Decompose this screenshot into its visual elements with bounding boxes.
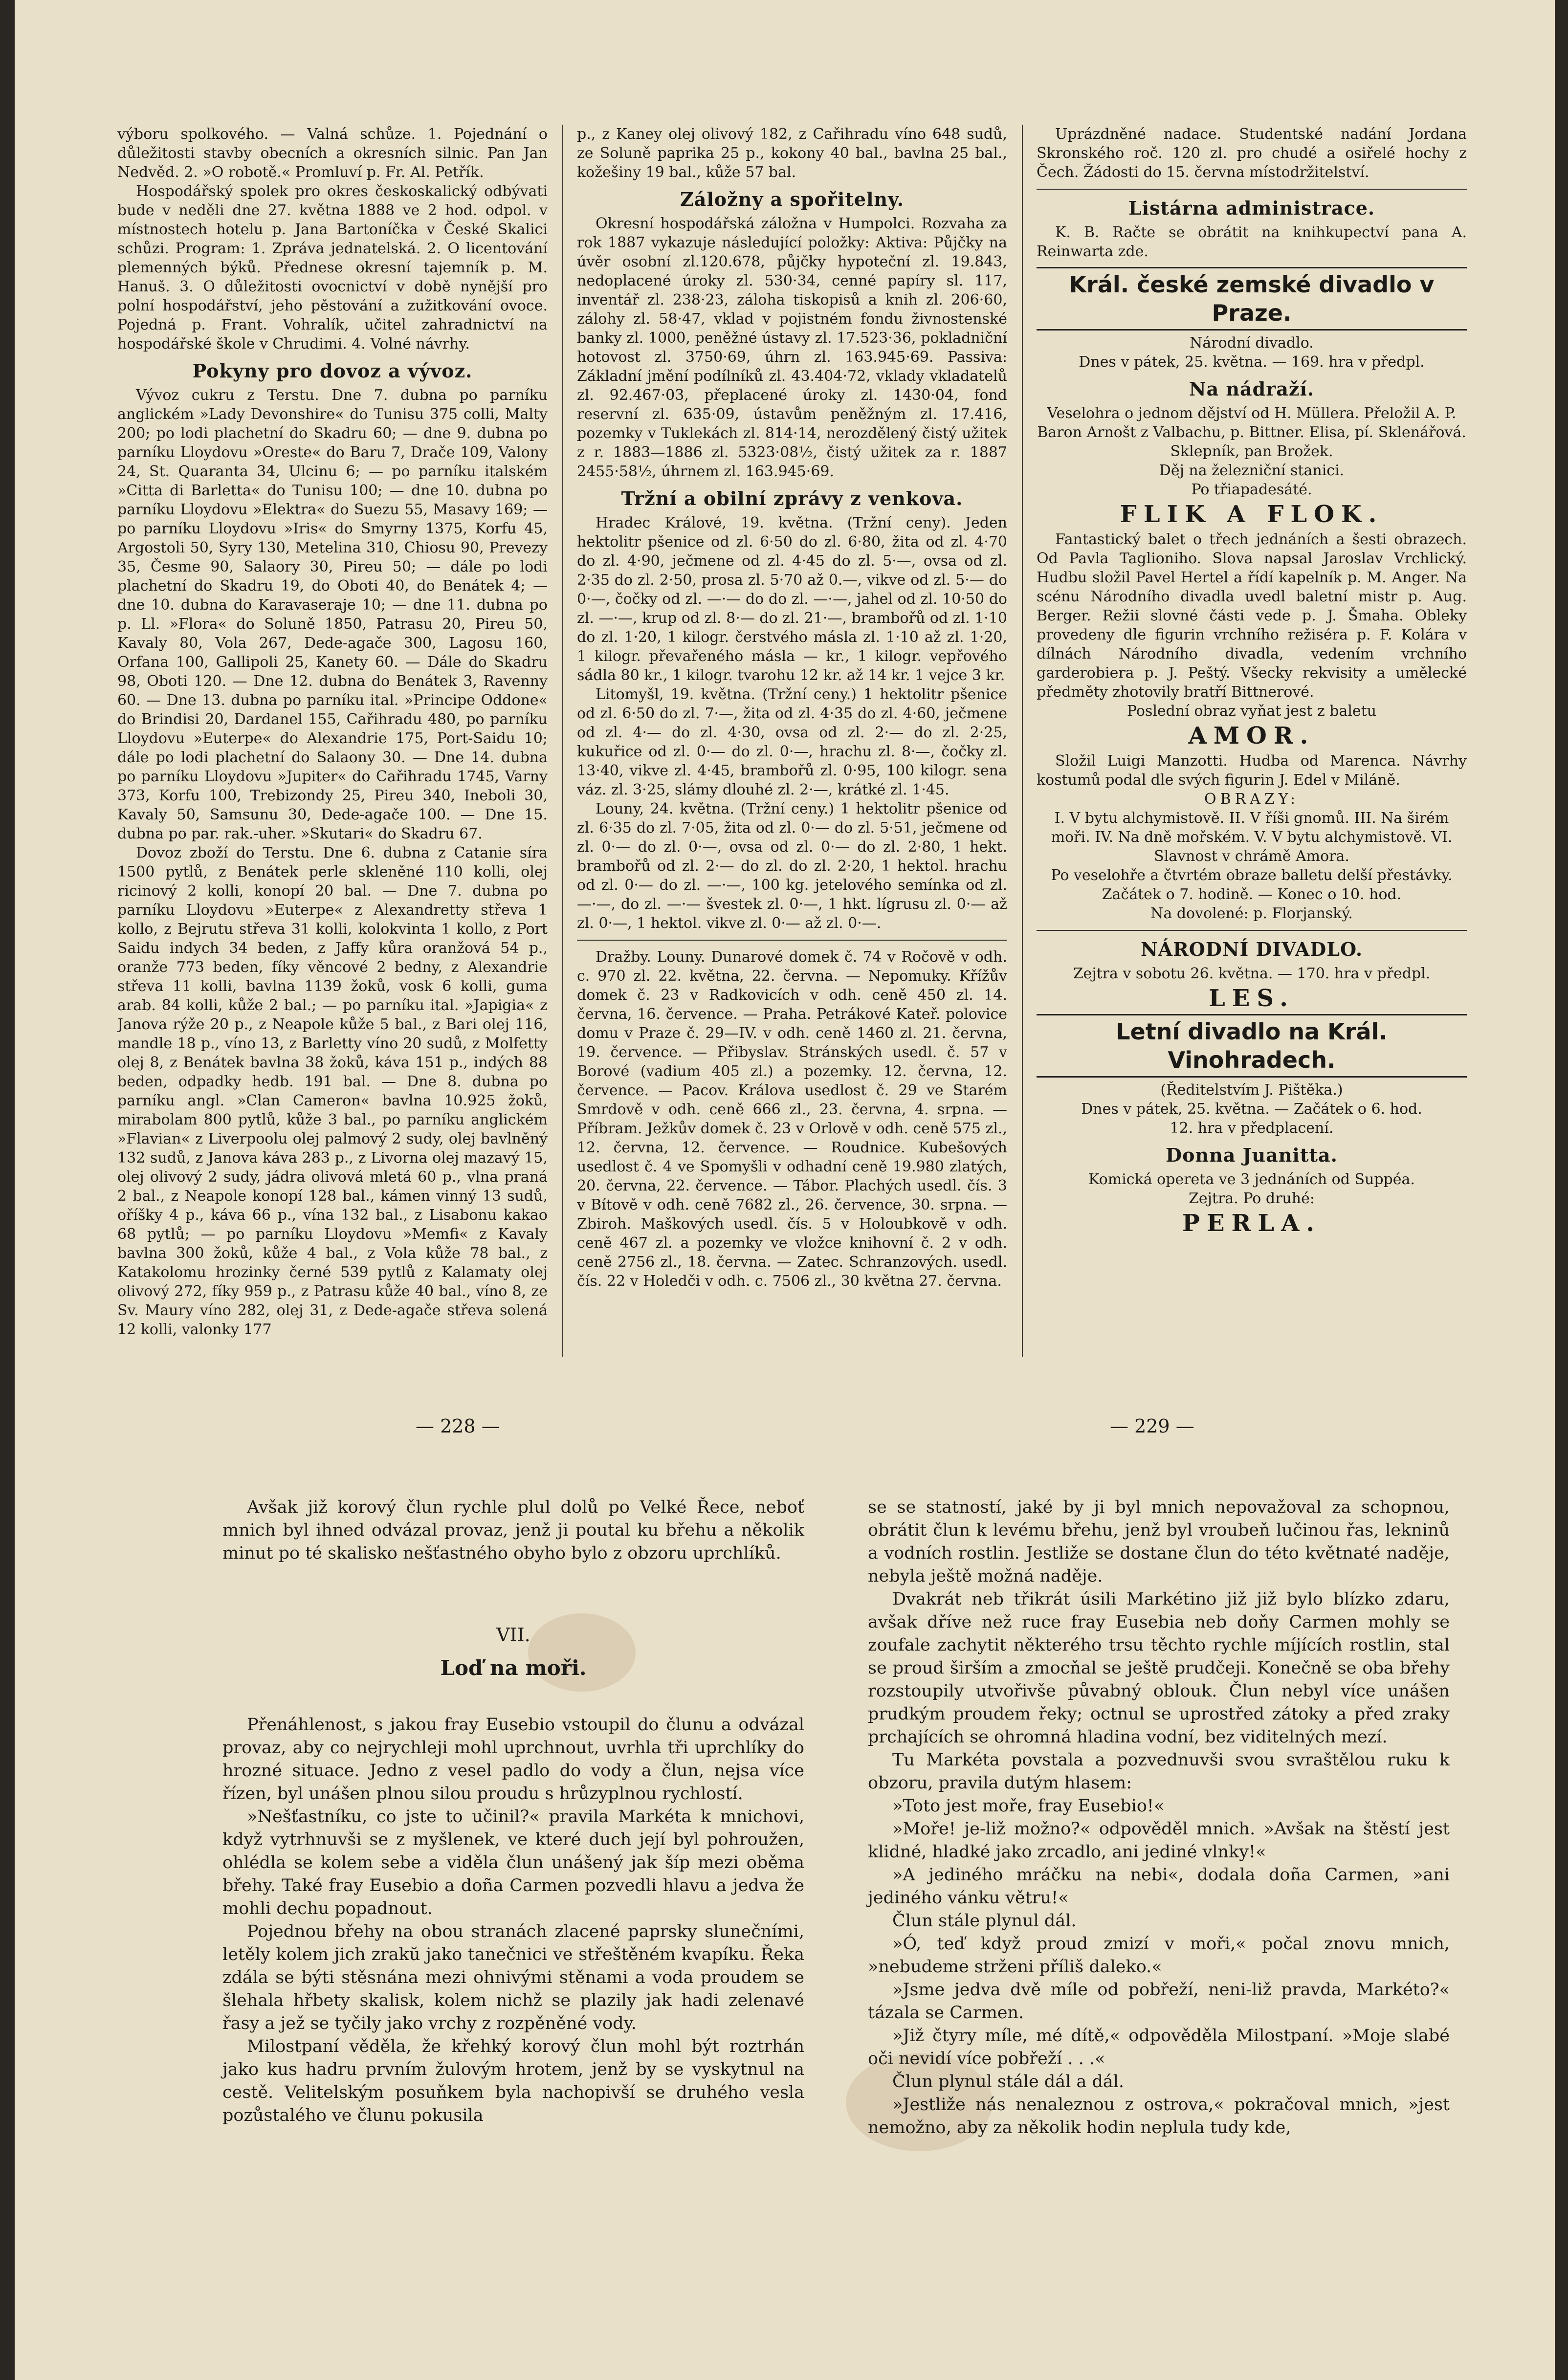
text-paragraph: Veselohra o jednom dějství od H. Müllera. Přeložil A. P.	[1047, 405, 1457, 422]
text-paragraph: »Ó, teď když proud zmizí v moři,« počal znovu mnich, »nebudeme strženi příliš daleko.«	[868, 1934, 1450, 1977]
text-paragraph: Fantastický balet o třech jednáních a šesti obrazech. Od Pavla Taglioniho. Slova napsal Jaroslav Vrchlický. Hudbu složil Pavel Hertel a řídí kapelník p. M. Anger. Na scénu Národního divadla uvedl baletní mistr p. Aug. Berger. Režii slovné části vede p. J. Šmaha. Obleky provedeny dle figurin vrchního režiséra p. F. Kolára v dílnách Národního divadla, vedením vrchního garderobiera p. J. Peštý. Všecky rekvisity a umělecké předměty zhotovily bratří Bittnerové.	[1037, 531, 1467, 701]
performance-date: Dnes v pátek, 25. května. — Začátek o 6. hod.	[1081, 1101, 1422, 1118]
text-paragraph: »Již čtyry míle, mé dítě,« odpověděla Milostpaní. »Moje slabé oči nevidí více pobřeží . . .«	[868, 2026, 1450, 2069]
text-paragraph: Tu Markéta povstala a pozvednuvši svou svraštělou ruku k obzoru, pravila dutým hlasem:	[868, 1750, 1450, 1793]
play-title: Donna Juanitta.	[1166, 1144, 1338, 1166]
text-paragraph: Louny, 24. května. (Tržní ceny.) 1 hektolitr pšenice od zl. 6·35 do zl. 7·05, žita od zl. 0·— do zl. 5·51, ječmene od zl. 0·— do zl. 0·—, ovsa od zl. 0·— do zl. 2·80, 1 hekt. brambořů od zl. 2·— do zl. do zl. 2·20, 1 hektol. hrachu od zl. 0·— do zl. —·—, 100 kg. jetelového semínka od zl. —·—, do zl. —·— švestek zl. 0·—, 1 hkt. lígrusu zl. 0·— až zl. 0·—, 1 hektol. vikve zl. 0·— až zl. 0·—.	[577, 800, 1007, 932]
text-paragraph: Člun stále plynul dál.	[892, 1911, 1077, 1931]
text-paragraph: Dvakrát neb třikrát úsili Markétino již již bylo blízko zdaru, avšak dříve než ruce fray Eusebia neb doňy Carmen mohly se zoufale zachytit některého trsu těchto rychle míjících rostlin, stal se proud širším a zmocňal se ještě prudčeji. Konečně se oba břehy rozstoupily utvořivše půvabný oblouk. Člun nebyl více unášen prudkým proudem řeky; octnul se uprostřed zátoky a před zraky prchajících se ohromná hladina vodní, bez viditelných mezí.	[868, 1589, 1450, 1747]
text-paragraph: Dražby. Louny. Dunarové domek č. 74 v Ročově v odh. c. 970 zl. 22. května, 22. června. — Nepomuky. Křížův domek č. 23 v Radkovicích v odh. ceně 450 zl. 14. června, 16. července. — Praha. Petrákové Kateř. polovice domu v Praze č. 29—IV. v odh. ceně 1460 zl. 21. června, 19. července. — Přibyslav. Stránských usedl. č. 57 v Borové (vadium 405 zl.) a pozemky. 12. června, 12. července. — Pacov. Králova usedlost č. 29 ve Starém Smrdově v odh. ceně 666 zl., 23. června, 4. srpna. — Příbram. Ježkův domek č. 23 v Orlově v odh. ceně 575 zl., 12. června, 12. července. — Roudnice. Kubešových usedlost č. 4 ve Spomyšli v odhadní ceně 19.980 zlatých, 20. června, 22. července. — Tábor. Plachých usedl. čís. 3 v Bítově v odh. ceně 7682 zl., 26. července, 30. srpna. — Zbiroh. Maškových usedl. čís. 5 v Holoubkově v odh. ceně 467 zl. a pozemky ve vložce knihovní č. 2 v odh. ceně 2756 zl., 18. června. — Zatec. Schranzových. usedl. čís. 22 v Holedči v odh. c. 7506 zl., 30 května 27. června.	[577, 948, 1007, 1290]
text-paragraph: p., z Kaney olej olivový 182, z Cařihradu víno 648 sudů, ze Soluně paprika 25 p., kokony 40 bal., bavlna 25 bal., kožešiny 19 bal., kůže 57 bal.	[577, 126, 1007, 181]
text-paragraph: Hradec Králové, 19. května. (Tržní ceny). Jeden hektolitr pšenice od zl. 6·50 do zl. 6·80, žita od zl. 4·70 do zl. 4·90, ječmene od zl. 4·45 do zl. 5·—, ovsa od zl. 2·35 do zl. 2·50, prosa zl. 5·70 až 0.—, vikve od zl. 5·— do 0·—, čočky od zl. —·— do do zl. —·—, jahel od zl. 10·50 do zl. —·—, krup od zl. 8·— do zl. 21·—, brambořů od zl. 1·10 do zl. 1·20, 1 kilogr. čerstvého másla zl. 1·10 až zl. 1·20, 1 kilogr. převařeného másla — kr., 1 kilogr. vepřového sádla 80 kr., 1 kilogr. tvarohu 12 kr. až 14 kr. 1 vejce 3 kr.	[577, 514, 1007, 684]
text-paragraph: K. B. Račte se obrátit na knihkupectví pana A. Reinwarta zde.	[1037, 224, 1467, 260]
section-heading: Listárna administrace.	[1128, 197, 1375, 219]
text-paragraph: Okresní hospodářská záložna v Humpolci. Rozvaha za rok 1887 vykazuje následující položky: Aktiva: Půjčky na úvěr osobní zl.120.678, půjčky hypoteční zl. 19.843, nedoplacené úroky zl. 530·34, cenné papíry sl. 117, inventář zl. 238·23, záloha tiskopisů a knih zl. 206·60, zálohy zl. 58·47, vklad v pojistném fondu živnostenské banky zl. 1000, peněžné ústavy zl. 17.523·36, pokladniční hotovost zl. 3750·69, úhrn zl. 163.945·69. Passiva: Základní jmění podílníků zl. 43.404·72, vklady vkladatelů zl. 92.467·03, přeplacené úroky zl. 1430·04, fond reservní zl. 635·09, ústavům peněžným zl. 17.416, pozemky v Tuklekách zl. 814·14, nerozdělený čistý užitek z r. 1883—1886 zl. 5323·08½, čistý užitek za r. 1887 2455·58½, úhrnem zl. 163.945·69.	[577, 215, 1007, 480]
text-paragraph: Vývoz cukru z Terstu. Dne 7. dubna po parníku anglickém »Lady Devonshire« do Tunisu 375 colli, Malty 200; po lodi plachetní do Skadru 60; — dne 9. dubna po parníku Lloydovu »Oreste« do Baru 7, Drače 109, Valony 24, St. Quaranta 34, Ulcinu 6; — po parníku italském »Citta di Barletta« do Tunisu 100; — dne 10. dubna po parníku Lloydovu »Elektra« do Suezu 55, Masavy 169; — po parníku Lloydovu »Iris« do Smyrny 1375, Korfu 45, Argostoli 50, Syry 130, Metelina 310, Chiosu 90, Prevezy 35, Česme 90, Salaory 30, Pireu 50; — dále po lodi plachetní do Skadru 19, do Oboti 40, do Benátek 4; — dne 10. dubna do Karavaseraje 10; — dne 11. dubna po p. Ll. »Flora« do Soluně 1850, Patrasu 20, Pireu 50, Kavaly 80, Vola 267, Dede-agače 300, Lagosu 160, Orfana 100, Gallipoli 25, Kanety 60. — Dále do Skadru 98, Oboti 120. — Dne 12. dubna do Benátek 3, Ravenny 60. — Dne 13. dubna po parníku ital. »Principe Oddone« do Brindisi 20, Dardanel 155, Cařihradu 480, po parníku Lloydovu »Euterpe« do Alexandrie 175, Port-Saidu 10; dále po lodi plachetní do Salaony 30. — Dne 14. dubna po parníku Lloydovu »Jupiter« do Cařihradu 1745, Varny 373, Korfu 100, Trebizondy 25, Pireu 340, Ineboli 30, Kavaly 50, Samsunu 30, Dede-agače 100. — Dne 15. dubna po par. rak.-uher. »Skutari« do Skadru 67.	[117, 387, 548, 842]
text-paragraph: I. V bytu alchymistově. II. V říši gnomů. III. Na širém moři. IV. Na dně mořském. V. V bytu alchymistově. VI. Slavnost v chrámě Amora.	[1051, 810, 1453, 865]
newspaper-sheet	[15, 0, 1555, 2380]
text-paragraph: Komická opereta ve 3 jednáních od Suppéa.	[1088, 1171, 1415, 1188]
text-paragraph: »Moře! je-liž možno?« odpověděl mnich. »Avšak na štěstí jest klidné, hladké jako zrcadlo, ani jediné vlnky!«	[868, 1819, 1450, 1862]
performance-date: Dnes v pátek, 25. května. — 169. hra v předpl.	[1079, 353, 1425, 371]
text-paragraph: Litomyšl, 19. května. (Tržní ceny.) 1 hektolitr pšenice od zl. 6·50 do zl. 7·—, žita od zl. 4·35 do zl. 4·60, ječmene od zl. 4·— do zl. 4·30, ovsa od zl. 2·— do zl. 2·25, kukuřice od zl. 0·— do zl. 0·—, hrachu zl. 8·—, čočky zl. 13·40, vikve zl. 4·45, brambořů zl. 0·95, 100 kilogr. sena váz. zl. 3·25, slámy dlouhé zl. 2·—, krátké zl. 1·45.	[577, 686, 1007, 798]
text-paragraph: »Nešťastníku, co jste to učinil?« pravila Markéta k mnichovi, když vytrhnuvši se z myšlenek, ve které duch její byl pohroužen, ohlédla se kolem sebe a viděla člun unášený jak šíp mezi oběma břehy. Také fray Eusebio a doña Carmen pozvedli hlavu a jedva že mohli dechu popadnout.	[222, 1807, 804, 1918]
text-paragraph: »Jsme jedva dvě míle od pobřeží, neni-liž pravda, Markéto?« tázala se Carmen.	[868, 1980, 1450, 2023]
play-title: PERLA.	[1182, 1210, 1322, 1237]
text-paragraph: Člun plynul stále dál a dál.	[892, 2072, 1125, 2092]
page-number-right: — 229 —	[1110, 1415, 1194, 1437]
column-1	[117, 125, 548, 1366]
text-paragraph: se se statností, jaké by ji byl mnich nepovažoval za schopnou, obrátit člun k levému břehu, jenž byl vroubeň lučinou řas, lekninů a vodních rostlin. Jestliže se dostane člun do této květnaté naděje, nebyla ještě možná naděje.	[868, 1498, 1450, 1586]
text-paragraph: OBRAZY:	[1204, 791, 1299, 808]
column-divider	[562, 125, 563, 1357]
section-rule	[1037, 189, 1467, 190]
chapter-number: VII.	[496, 1624, 530, 1646]
section-heading: Pokyny pro dovoz a vývoz.	[192, 360, 473, 382]
text-paragraph: Milostpaní věděla, že křehký korový člun mohl být roztrhán jako kus hadru prvním žulovým hrotem, jenž by se vyskytnul na cestě. Velitelským posuňkem byla nachopivší se druhého vesla pozůstalého ve člunu pokusila	[222, 2037, 804, 2125]
column-2	[577, 125, 1007, 1366]
text-paragraph: »Toto jest moře, fray Eusebio!«	[892, 1796, 1165, 1816]
text-paragraph: výboru spolkového. — Valná schůze. 1. Pojednání o důležitosti stavby obecních a okresních silnic. Pan Jan Nedvěd. 2. »O robotě.« Promluví p. Fr. Al. Petřík.	[117, 126, 548, 181]
section-heading: Záložny a spořitelny.	[680, 188, 905, 210]
text-paragraph: Po třiapadesáté.	[1191, 481, 1312, 498]
section-rule	[1037, 930, 1467, 931]
text-paragraph: Po veselohře a čtvrtém obraze balletu delší přestávky.	[1051, 867, 1453, 884]
section-rule	[577, 940, 1007, 941]
cast-list: Baron Arnošt z Valbachu, p. Bittner. Elisa, pí. Sklenářová. Sklepník, pan Brožek.	[1037, 424, 1466, 460]
text-paragraph: Děj na železniční stanici.	[1159, 462, 1345, 479]
text-paragraph: Přenáhlenost, s jakou fray Eusebio vstoupil do člunu a odvázal provaz, aby co nejrychleji mohl uprchnout, uvrhla tři uprchlíky do hrozné situace. Jedno z vesel padlo do vody a člun, nejsa více řízen, byl unášen plnou silou proudu s hrůzyplnou rychlostí.	[222, 1715, 804, 1804]
chapter-title: Loď na moři.	[440, 1656, 587, 1680]
play-title: Na nádraží.	[1189, 378, 1315, 400]
right-page	[868, 1496, 1450, 2139]
text-paragraph: Na dovolené: p. Florjanský.	[1150, 905, 1353, 922]
text-paragraph: Zejtra. Po druhé:	[1189, 1190, 1315, 1207]
text-paragraph: Avšak již korový člun rychle plul dolů po Velké Řece, neboť mnich byl ihned odvázal provaz, jenž ji poutal ku břehu a několik minut po té skalisko nešťastného obyho bylo z obzoru uprchlíků.	[222, 1498, 804, 1563]
ballet-title: FLIK A FLOK.	[1120, 501, 1384, 528]
performance-date: Zejtra v sobotu 26. května. — 170. hra v předpl.	[1073, 965, 1431, 982]
text-paragraph: Složil Luigi Manzotti. Hudba od Marenca. Návrhy kostumů podal dle svých figurin J. Edel v Miláně.	[1037, 752, 1467, 789]
theatre-heading: Král. české zemské divadlo v Praze.	[1037, 267, 1467, 331]
theatre-heading: Letní divadlo na Král. Vinohradech.	[1037, 1014, 1467, 1078]
performance-times: Začátek o 7. hodině. — Konec o 10. hod.	[1102, 886, 1402, 903]
text-paragraph: Dovoz zboží do Terstu. Dne 6. dubna z Catanie síra 1500 pytlů, z Benátek perle skleněné 110 kolli, olej ricinový 2 kolli, konopí 20 bal. — Dne 7. dubna po parníku Lloydovu »Euterpe« z Alexandretty střeva 1 kollo, z Bejrutu střeva 31 kolli, kolokvinta 1 kollo, z Port Saidu indych 34 beden, z Jaffy kůra oranžová 54 p., oranže 773 beden, fíky věncové 2 bedny, z Alexandrie střeva 11 kolli, bavlna 1139 žoků, vosk 6 kolli, guma arab. 84 kolli, kůže 2 bal.; — po parníku ital. »Japigia« z Janova rýže 20 p., z Neapole kůže 5 bal., z Bari olej 116, mandle 18 p., víno 13, z Barletty víno 20 sudů, z Molfetty olej 8, z Benátek bavlna 38 žoků, káva 151 p., indých 88 beden, odpadky hedb. 191 bal. — Dne 8. dubna po parníku angl. »Clan Cameron« bavlna 10.925 žoků, mirabolam 800 pytlů, kůže 3 bal., po parníku anglickém »Flavian« z Liverpoolu olej palmový 2 sudy, olej bavlněný 132 sudů, z Janova káva 283 p., z Livorna olej mazavý 15, olej olivový 2 sudy, jádra olivová mletá 60 p., vlna praná 2 bal., z Neapole konopí 128 bal., kámen vinný 13 sudů, oříšky 4 p., káva 66 p., vína 132 bal., z Lisabonu kakao 68 pytlů; — po parníku Lloydovu »Memfi« z Kavaly bavlna 300 žoků, kůže 4 bal., z Vola kůže 78 bal., z Katakolomu hrozinky černé 539 pytlů z Kalamaty olej olivový 272, fíky 959 p., z Patrasu kůže 40 bal., víno 8, ze Sv. Maury víno 282, olej 31, z Dede-agače střeva solená 12 kolli, valonky 177	[117, 844, 548, 1338]
text-paragraph: 12. hra v předplacení.	[1170, 1120, 1334, 1137]
text-paragraph: »Jestliže nás nenaleznou z ostrova,« pokračoval mnich, »jest nemožno, aby za několik hodin neplula tudy kde,	[868, 2095, 1450, 2138]
left-page	[222, 1496, 804, 2127]
play-title: LES.	[1209, 985, 1295, 1012]
theatre-heading: NÁRODNÍ DIVADLO.	[1140, 938, 1363, 960]
text-paragraph: Hospodářský spolek pro okres českoskalický odbývati bude v neděli dne 27. května 1888 ve 2 hod. odpol. v místnostech hotelu p. Jana Bartoníčka v České Skalici schůzi. Program: 1. Zpráva jednatelská. 2. O licentování plemenných býků. Přednese okresní tajemník p. M. Hanuš. 3. O důležitosti ovocnictví v době nynější pro polní hospodářství, jeho pěstování a zužitkování ovoce. Pojedná p. Frant. Vohralík, učitel zahradnictví na hospodářské škole v Chrudimi. 4. Volné návrhy.	[117, 183, 548, 353]
ballet-title: AMOR.	[1188, 722, 1315, 749]
column-3	[1037, 125, 1467, 1366]
column-divider	[1022, 125, 1023, 1357]
text-paragraph: »A jediného mráčku na nebi«, dodala doña Carmen, »ani jediného vánku větru!«	[868, 1865, 1450, 1908]
text-paragraph: Poslední obraz vyňat jest z baletu	[1126, 703, 1377, 720]
text-paragraph: (Ředitelstvím J. Pištěka.)	[1160, 1081, 1343, 1099]
page-number-left: — 228 —	[416, 1415, 500, 1437]
text-paragraph: Uprázdněné nadace. Studentské nadání Jordana Skronského roč. 120 zl. pro chudé a osiřelé hochy z Čech. Žádosti do 15. června místodržitelství.	[1037, 126, 1467, 181]
section-heading: Tržní a obilní zprávy z venkova.	[621, 487, 963, 509]
newspaper-columns	[117, 125, 1467, 1366]
text-paragraph: Pojednou břehy na obou stranách zlacené paprsky slunečními, letěly kolem jich zrakŭ jako tanečnici ve střeštěném kvapíku. Řeka zdála se býti stěsnána mezi ohnivými stěnami a voda proudem se šlehala hřbety skalisk, kolem nichž se plazily jak hadi zelenavé řasy a jež se tyčily jako vrchy z rozpěněné vody.	[222, 1922, 804, 2033]
venue-name: Národní divadlo.	[1190, 334, 1314, 352]
